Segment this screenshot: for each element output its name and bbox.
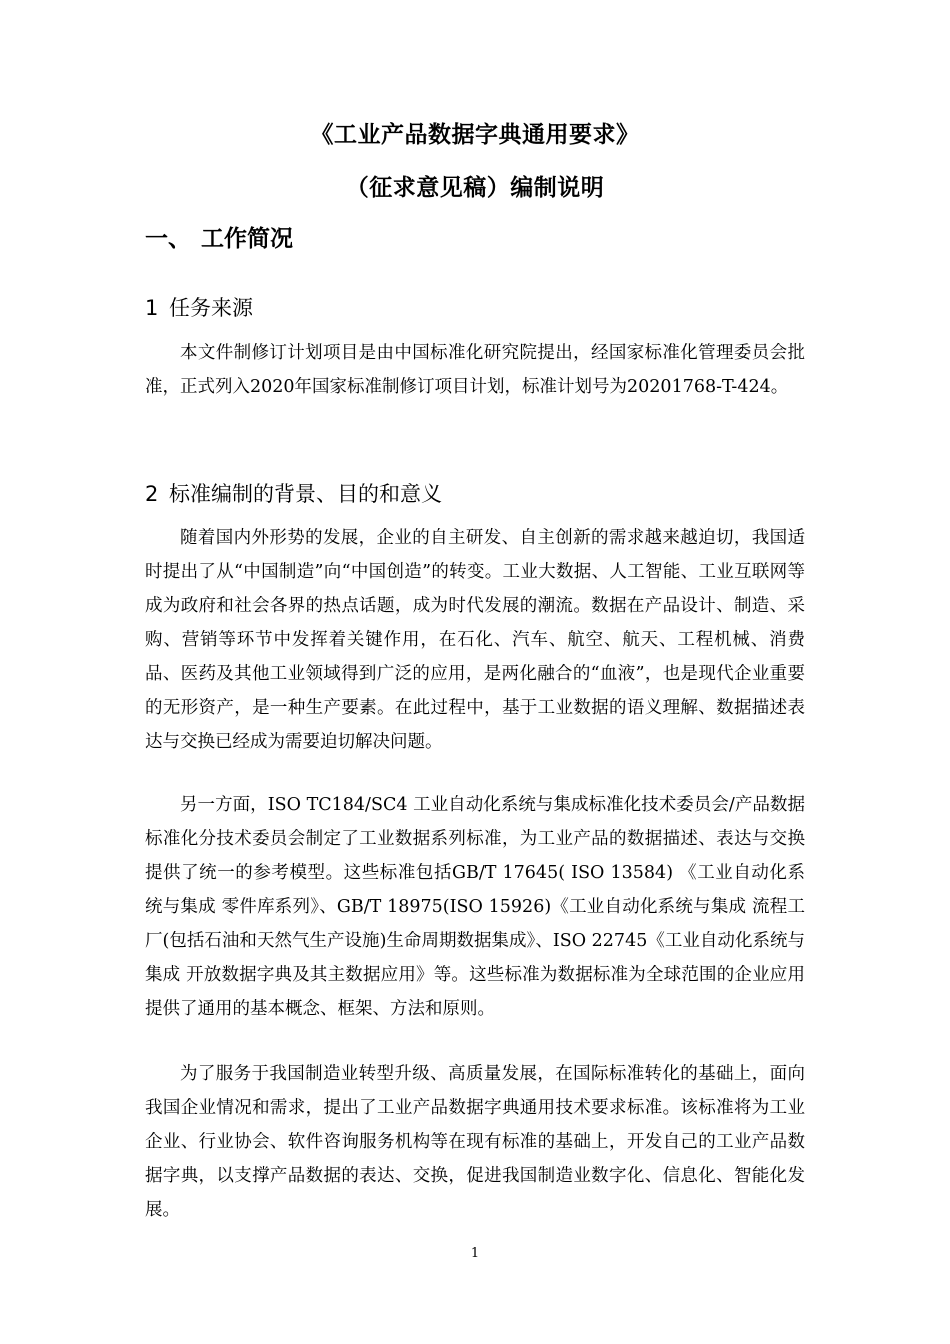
document-title: 《工业产品数据字典通用要求》: [310, 121, 640, 148]
document-subtitle: （征求意见稿）编制说明: [345, 174, 605, 201]
paragraph-purpose: 为了服务于我国制造业转型升级、高质量发展，在国际标准转化的基础上，面向我国企业情况和需求，提出了工业产品数据字典通用技术要求标准。该标准将为工业企业、行业协会、软件咨询服务机构等在现有标准的基础上，开发自己的工业产品数据字典，以支撑产品数据的表达、交换，促进我国制造业数字化、信息化、智能化发展。: [145, 1064, 805, 1220]
subsection-heading-2: [145, 478, 442, 508]
subsection-number: 2: [145, 482, 159, 506]
subsection-number: 1: [145, 296, 159, 320]
paragraph-iso-standards: 另一方面，ISO TC184/SC4 工业自动化系统与集成标准化技术委员会/产品数据标准化分技术委员会制定了工业数据系列标准，为工业产品的数据描述、表达与交换提供了统一的参考模型。这些标准包括GB/T 17645( ISO 13584) 《工业自动化系统与集成 零件库系列》、GB/T 18975(ISO 15926)《工业自动化系统与集成 流程工厂(包括石油和天然气生产设施)生命周期数据集成》、ISO 22745《工业自动化系统与集成 开放数据字典及其主数据应用》等。这些标准为数据标准为全球范围的企业应用提供了通用的基本概念、框架、方法和原则。: [145, 795, 805, 1019]
section-number: 一、: [145, 226, 191, 252]
subsection-title: 标准编制的背景、目的和意义: [169, 482, 442, 506]
subsection-heading-1: [145, 292, 253, 322]
page-number: 1: [470, 1246, 480, 1261]
paragraph-task-source: 本文件制修订计划项目是由中国标准化研究院提出，经国家标准化管理委员会批准，正式列入2020年国家标准制修订项目计划，标准计划号为20201768-T-424。: [145, 343, 805, 397]
section-heading-1: [145, 220, 293, 253]
paragraph-background: 随着国内外形势的发展，企业的自主研发、自主创新的需求越来越迫切，我国适时提出了从“中国制造”向“中国创造”的转变。工业大数据、人工智能、工业互联网等成为政府和社会各界的热点话题，成为时代发展的潮流。数据在产品设计、制造、采购、营销等环节中发挥着关键作用，在石化、汽车、航空、航天、工程机械、消费品、医药及其他工业领域得到广泛的应用，是两化融合的“血液”，也是现代企业重要的无形资产，是一种生产要素。在此过程中，基于工业数据的语义理解、数据描述表达与交换已经成为需要迫切解决问题。: [145, 528, 805, 752]
subsection-title: 任务来源: [169, 296, 253, 320]
section-title: 工作简况: [201, 226, 293, 252]
